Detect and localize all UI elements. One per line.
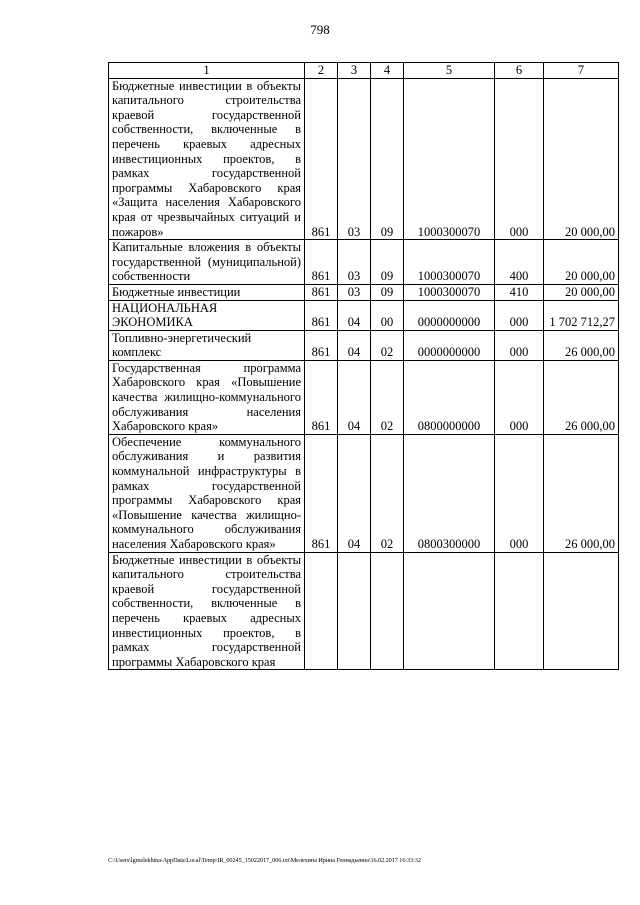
column-header-5: 5 <box>404 63 495 79</box>
table-row <box>109 552 619 670</box>
column-header-4: 4 <box>371 63 404 79</box>
row-cell-c6: 000 <box>495 434 544 552</box>
row-name-cell: Бюджетные инвестиции в объекты капитального строительства краевой государственной собственности, включенные в перечень краевых адресных инвестиционных проектов, в рамках государственной программы Хабаровского края <box>109 552 305 670</box>
row-cell-c4: 09 <box>371 284 404 300</box>
row-cell-c7: 26 000,00 <box>544 434 619 552</box>
row-cell-c4: 09 <box>371 240 404 285</box>
page-number: 798 <box>310 22 330 37</box>
row-cell-c5: 0800000000 <box>404 360 495 434</box>
row-cell-c5 <box>404 552 495 670</box>
row-cell-c7: 26 000,00 <box>544 360 619 434</box>
table-body <box>109 78 619 670</box>
table-row <box>109 240 619 285</box>
table-row <box>109 300 619 330</box>
row-cell-c7 <box>544 552 619 670</box>
column-header-1: 1 <box>109 63 305 79</box>
row-cell-c7: 20 000,00 <box>544 240 619 285</box>
row-cell-c6: 410 <box>495 284 544 300</box>
row-cell-c2: 861 <box>305 434 338 552</box>
row-name-cell: Капитальные вложения в объекты государственной (муниципальной) собственности <box>109 240 305 285</box>
row-cell-c7: 1 702 712,27 <box>544 300 619 330</box>
row-cell-c6: 000 <box>495 78 544 240</box>
row-cell-c6: 000 <box>495 360 544 434</box>
column-header-3: 3 <box>338 63 371 79</box>
row-cell-c3: 04 <box>338 434 371 552</box>
row-cell-c7: 20 000,00 <box>544 284 619 300</box>
row-cell-c4: 02 <box>371 434 404 552</box>
row-name-cell: Государственная программа Хабаровского края «Повышение качества жилищно-коммунального обслуживания населения Хабаровского края» <box>109 360 305 434</box>
table-row <box>109 360 619 434</box>
row-cell-c2: 861 <box>305 330 338 360</box>
row-name-cell: Бюджетные инвестиции <box>109 284 305 300</box>
row-name-cell: Обеспечение коммунального обслуживания и развития коммунальной инфраструктуры в рамках государственной программы Хабаровского края «Повышение качества жилищно-коммунального обслуживания населения Хабаровского края» <box>109 434 305 552</box>
row-name-cell: Бюджетные инвестиции в объекты капитального строительства краевой государственной собственности, включенные в перечень краевых адресных инвестиционных проектов, в рамках государственной программы Хабаровского края «Защита населения Хабаровского края от чрезвычайных ситуаций и пожаров» <box>109 78 305 240</box>
column-header-6: 6 <box>495 63 544 79</box>
table-row <box>109 434 619 552</box>
row-cell-c5: 0000000000 <box>404 300 495 330</box>
row-cell-c5: 0000000000 <box>404 330 495 360</box>
file-path-footer: C:\Users\lgmelekhina\AppData\Local\Temp\IR_00245_15022017_006.txt\Мелехина Ирина Геннадьевна\16.02.2017 16:33:32 <box>108 857 421 864</box>
table-row <box>109 284 619 300</box>
row-cell-c6 <box>495 552 544 670</box>
row-cell-c6: 000 <box>495 300 544 330</box>
row-cell-c5: 0800300000 <box>404 434 495 552</box>
row-cell-c3: 03 <box>338 240 371 285</box>
row-cell-c5: 1000300070 <box>404 240 495 285</box>
row-cell-c4: 02 <box>371 360 404 434</box>
row-cell-c2: 861 <box>305 284 338 300</box>
row-cell-c2: 861 <box>305 240 338 285</box>
row-cell-c3: 04 <box>338 300 371 330</box>
row-cell-c3 <box>338 552 371 670</box>
table-row <box>109 330 619 360</box>
table-row <box>109 78 619 240</box>
column-header-2: 2 <box>305 63 338 79</box>
row-cell-c4: 00 <box>371 300 404 330</box>
row-cell-c5: 1000300070 <box>404 284 495 300</box>
row-name-cell: НАЦИОНАЛЬНАЯ ЭКОНОМИКА <box>109 300 305 330</box>
row-cell-c3: 03 <box>338 78 371 240</box>
row-cell-c3: 04 <box>338 330 371 360</box>
row-cell-c2: 861 <box>305 300 338 330</box>
row-cell-c6: 000 <box>495 330 544 360</box>
row-cell-c7: 20 000,00 <box>544 78 619 240</box>
row-cell-c7: 26 000,00 <box>544 330 619 360</box>
budget-table <box>108 62 619 670</box>
row-cell-c6: 400 <box>495 240 544 285</box>
row-cell-c2 <box>305 552 338 670</box>
row-cell-c3: 04 <box>338 360 371 434</box>
row-cell-c5: 1000300070 <box>404 78 495 240</box>
header-row <box>109 63 619 79</box>
row-cell-c2: 861 <box>305 78 338 240</box>
row-cell-c2: 861 <box>305 360 338 434</box>
row-cell-c4: 09 <box>371 78 404 240</box>
row-cell-c3: 03 <box>338 284 371 300</box>
row-name-cell: Топливно-энергетический комплекс <box>109 330 305 360</box>
row-cell-c4 <box>371 552 404 670</box>
row-cell-c4: 02 <box>371 330 404 360</box>
column-header-7: 7 <box>544 63 619 79</box>
